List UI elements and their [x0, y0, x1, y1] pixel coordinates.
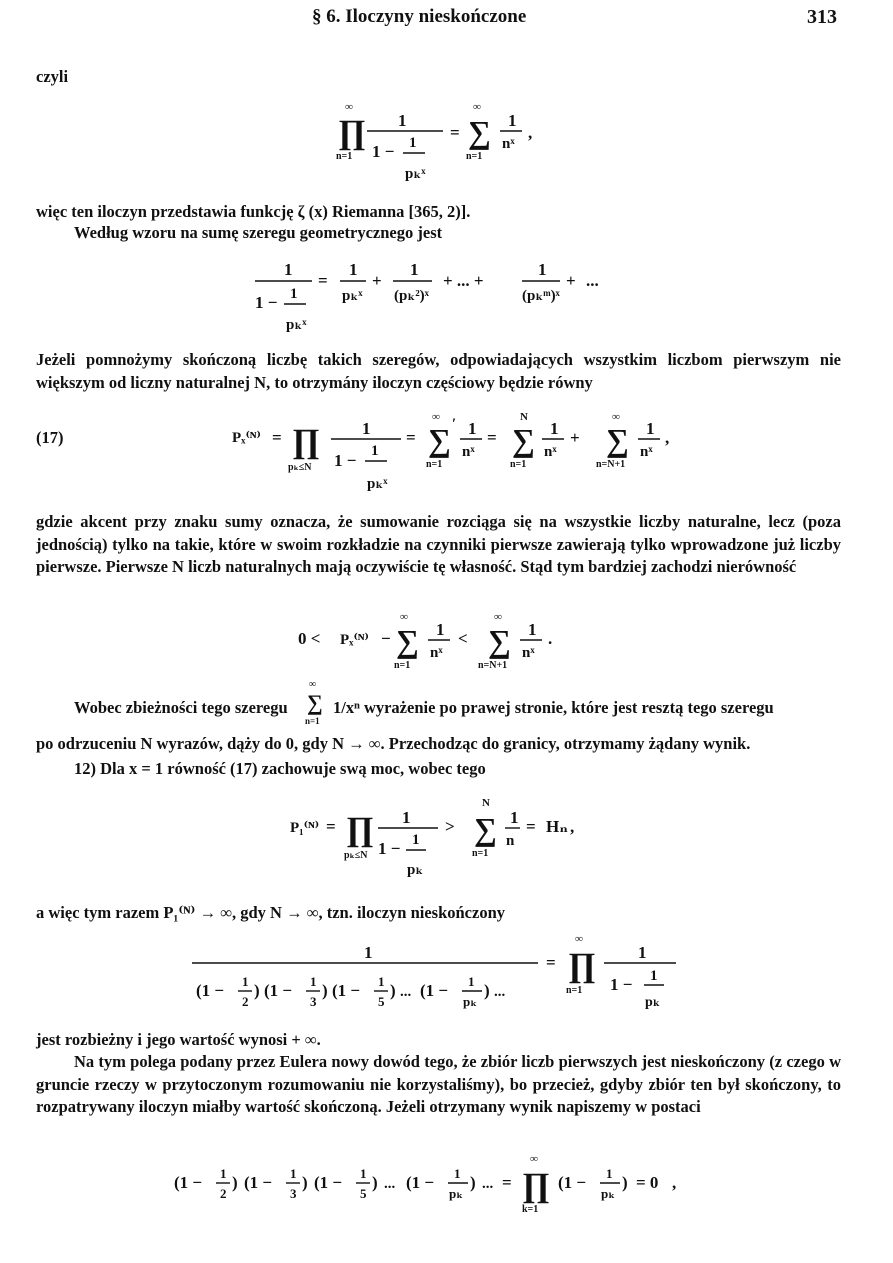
num-1: 1 — [398, 111, 407, 130]
ip-num: 1 — [364, 943, 373, 962]
formula-harmonic — [0, 792, 893, 888]
ineq-sum1-limit: n=1 — [394, 660, 411, 671]
ip-f1-den: 2 — [242, 994, 249, 1009]
ip-f1-close: ) — [254, 981, 260, 1000]
formula-harmonic-svg — [0, 792, 893, 888]
sum1-limit: n=1 — [426, 459, 443, 470]
ineq-period: . — [548, 629, 553, 648]
ip-f2: (1 − — [264, 981, 293, 1000]
eq17-limit-pk: pₖ≤N — [288, 462, 312, 473]
lhs-inner-num: 1 — [290, 286, 298, 302]
term2-num: 1 — [410, 260, 419, 279]
lhs-num-1: 1 — [284, 260, 293, 279]
pz-f3-close: ) — [372, 1173, 378, 1192]
harm-sum-sign: ∑ — [474, 811, 497, 847]
harm-equals-1: = — [326, 817, 336, 836]
sum1-num: 1 — [468, 419, 477, 438]
harm-one-minus: 1 − — [378, 839, 401, 858]
ip-f3: (1 − — [332, 981, 361, 1000]
text-convergence-b: 1/xⁿ wyrażenie po prawej stronie, które jest resztą tego szeregu — [333, 698, 774, 717]
sum-limit-n1: n=1 — [466, 151, 483, 162]
ip-rhs-one-minus: 1 − — [610, 975, 633, 994]
pz-f1-close: ) — [232, 1173, 238, 1192]
sum-sign: ∑ — [468, 114, 491, 150]
ineq-lt: < — [458, 629, 468, 648]
harm-product: ∏ — [346, 811, 374, 848]
pz-f2-num: 1 — [290, 1166, 297, 1181]
pz-f3: (1 − — [314, 1173, 343, 1192]
harm-sum-N: N — [482, 797, 490, 809]
eq17-one-minus: 1 − — [334, 451, 357, 470]
sum3-limit: n=N+1 — [596, 459, 626, 470]
limit-inf: ∞ — [345, 101, 353, 113]
pz-f1-den: 2 — [220, 1186, 227, 1201]
paragraph-divergent: a więc tym razem P₁⁽ᴺ⁾ → ∞, gdy N → ∞, tzn. iloczyn nieskończony — [36, 903, 506, 922]
pz-product: ∏ — [522, 1167, 550, 1204]
pz-prod-inf: ∞ — [530, 1153, 538, 1165]
eq17-comma: , — [665, 428, 670, 447]
ip-rhs-inner-num: 1 — [650, 968, 658, 984]
harm-Hn: Hₙ — [546, 817, 569, 836]
ineq-sum1-num: 1 — [436, 620, 445, 639]
sum2-num: 1 — [550, 419, 559, 438]
paragraph-x-equals-1: 12) Dla x = 1 równość (17) zachowuje swą moc, wobec tego — [74, 759, 486, 778]
pz-dots-2: ... — [482, 1176, 494, 1192]
ineq-minus: − — [381, 629, 391, 648]
ineq-sum2-den: nˣ — [522, 645, 535, 661]
pz-f2-den: 3 — [290, 1186, 297, 1201]
formula-infinite-product — [0, 930, 893, 1022]
sum3-num: 1 — [646, 419, 655, 438]
pk-x: pₖˣ — [405, 166, 426, 182]
inline-sum-sign: ∑ — [307, 690, 323, 715]
pz-f3-num: 1 — [360, 1166, 367, 1181]
ip-dots-2: ... — [494, 984, 506, 1000]
product-sign: ∏ — [338, 114, 366, 151]
eq17-equals-1: = — [272, 428, 282, 447]
ip-f1: (1 − — [196, 981, 225, 1000]
sum-limit-inf: ∞ — [473, 101, 481, 113]
term3-num: 1 — [538, 260, 547, 279]
sum1-sign: ∑ — [428, 422, 451, 458]
harm-pk: pₖ — [407, 862, 424, 878]
pz-fk: (1 − — [406, 1173, 435, 1192]
pz-rhs-num: 1 — [606, 1166, 613, 1181]
eq17-product: ∏ — [292, 423, 320, 460]
paragraph-riemann: więc ten iloczyn przedstawia funkcję ζ (x) Riemanna [365, 2)]. — [36, 202, 471, 221]
paragraph-value-infinity: jest rozbieżny i jego wartość wynosi + ∞. — [36, 1030, 321, 1049]
formula-infinite-product-svg — [0, 930, 893, 1022]
paragraph-partial-product: Jeżeli pomnożymy skończoną liczbę takich szeregów, odpowiadających wszystkim liczbom pierwszym nie większym od liczny naturalnej N, to otrzymány iloczyn częściowy będzie równy — [36, 350, 841, 392]
term1-num: 1 — [349, 260, 358, 279]
text-convergence-a: Wobec zbieżności tego szeregu — [74, 698, 288, 717]
eq17-num: 1 — [362, 419, 371, 438]
paragraph-limit: po odrzuceniu N wyrazów, dąży do 0, gdy N → ∞. Przechodząc do granicy, otrzymamy żądany wynik. — [36, 734, 751, 753]
pz-f3-den: 5 — [360, 1186, 367, 1201]
ineq-zero-lt: 0 < — [298, 629, 321, 648]
harm-sum-limit: n=1 — [472, 848, 489, 859]
harm-P1N: P₁⁽ᴺ⁾ — [290, 820, 320, 836]
ip-f1-num: 1 — [242, 974, 249, 989]
page-number: 313 — [807, 6, 837, 28]
term1-den: pₖˣ — [342, 288, 363, 304]
paragraph-geometric: Według wzoru na sumę szeregu geometrycznego jest — [74, 223, 443, 242]
ip-f2-den: 3 — [310, 994, 317, 1009]
formula-euler-product — [0, 98, 893, 190]
equals: = — [450, 123, 460, 142]
inline-sum-inf: ∞ — [309, 679, 317, 690]
sum3-sign: ∑ — [606, 422, 629, 458]
ip-f2-num: 1 — [310, 974, 317, 989]
ip-f3-den: 5 — [378, 994, 385, 1009]
sum3-inf: ∞ — [612, 411, 620, 423]
running-header-title: § 6. Iloczyny nieskończone — [312, 6, 527, 27]
ip-fk-close: ) — [484, 981, 490, 1000]
term3-den: (pₖᵐ)ˣ — [522, 288, 560, 304]
harm-sum-den: n — [506, 833, 515, 849]
ip-rhs-num: 1 — [638, 943, 647, 962]
formula-geometric-series — [0, 252, 893, 340]
inner-num-1: 1 — [409, 135, 417, 151]
sum1-den: nˣ — [462, 444, 475, 460]
sum1-prime: ′ — [452, 416, 457, 432]
pz-rhs-close: ) — [622, 1173, 628, 1192]
text-czyli: czyli — [36, 67, 69, 86]
eq17-plus: + — [570, 428, 580, 447]
pz-f1: (1 − — [174, 1173, 203, 1192]
ip-f3-close: ) — [390, 981, 396, 1000]
paragraph-accent-explanation: gdzie akcent przy znaku sumy oznacza, że sumowanie rozciąga się na wszystkie liczby naturalne, lecz (poza jednością) tylko na takie, które w swoim rozkładzie na czynniki pierwsze zawierają tylko wprowadzone już liczby pierwsze. Pierwsze N liczb naturalnych mają oczywiście tę własność. Stąd tym bardziej zachodzi nierówność — [36, 512, 841, 576]
ineq-sum1-den: nˣ — [430, 645, 443, 661]
ip-f2-close: ) — [322, 981, 328, 1000]
pz-fk-close: ) — [470, 1173, 476, 1192]
lhs-pk-x: pₖˣ — [286, 317, 307, 333]
ip-dots-1: ... — [400, 984, 412, 1000]
sum2-den: nˣ — [544, 444, 557, 460]
formula-euler-product-svg — [0, 98, 893, 190]
ip-prod-limit: n=1 — [566, 985, 583, 996]
ineq-sum2-inf: ∞ — [494, 611, 502, 623]
ineq-sum1-sign: ∑ — [396, 623, 419, 659]
pz-prod-limit: k=1 — [522, 1204, 539, 1215]
formula-product-zero — [0, 1150, 893, 1240]
formula-inequality — [0, 606, 893, 672]
harm-comma: , — [570, 817, 575, 836]
formula-product-zero-svg — [0, 1150, 893, 1240]
sum2-limit: n=1 — [510, 459, 527, 470]
eq17-equals-3: = — [487, 428, 497, 447]
plus-dots: + ... + — [443, 271, 484, 290]
sum2-sign: ∑ — [512, 422, 535, 458]
plus-2: + — [566, 271, 576, 290]
eq17-pk-x: pₖˣ — [367, 476, 388, 492]
formula-17-svg — [0, 406, 893, 504]
eq17-equals-2: = — [406, 428, 416, 447]
sum-num-1: 1 — [508, 111, 517, 130]
harm-equals-2: = — [526, 817, 536, 836]
sum2-N: N — [520, 411, 528, 423]
plus-1: + — [372, 271, 382, 290]
pz-comma: , — [672, 1173, 677, 1192]
limit-n1: n=1 — [336, 151, 353, 162]
pz-f2-close: ) — [302, 1173, 308, 1192]
PxN: Pₓ⁽ᴺ⁾ — [232, 430, 261, 446]
sum1-inf: ∞ — [432, 411, 440, 423]
pz-equals: = — [502, 1173, 512, 1192]
equation-number-17: (17) — [36, 428, 64, 447]
pz-f1-num: 1 — [220, 1166, 227, 1181]
formula-inequality-svg — [0, 606, 893, 672]
pz-fk-den: pₖ — [449, 1186, 464, 1201]
term2-den: (pₖ²)ˣ — [394, 288, 429, 304]
ineq-sum2-num: 1 — [528, 620, 537, 639]
ip-fk: (1 − — [420, 981, 449, 1000]
ineq-sum1-inf: ∞ — [400, 611, 408, 623]
ip-rhs-pk: pₖ — [645, 995, 661, 1010]
harm-gt: > — [445, 817, 455, 836]
inline-sum-limit: n=1 — [305, 716, 320, 726]
harm-sum-num: 1 — [510, 808, 519, 827]
trailing-dots: ... — [586, 271, 599, 290]
pz-rhs: (1 − — [558, 1173, 587, 1192]
comma: , — [528, 123, 533, 142]
lhs-one-minus: 1 − — [255, 293, 278, 312]
ip-product: ∏ — [568, 947, 596, 984]
ip-f3-num: 1 — [378, 974, 385, 989]
n-x: nˣ — [502, 136, 515, 152]
ip-prod-inf: ∞ — [575, 933, 583, 945]
harm-num: 1 — [402, 808, 411, 827]
sum3-den: nˣ — [640, 444, 653, 460]
paragraph-euler-proof: Na tym polega podany przez Eulera nowy dowód tego, że zbiór liczb pierwszych jest nieskończony (z czego w gruncie rzeczy w przytoczonym rozumowaniu nie korzystaliśmy), bo przecież, gdyby zbiór ten był skończony, to rozpatrywany iloczyn miałby wartość skończoną. Jeżeli otrzymany wynik napiszemy w postaci — [36, 1052, 841, 1116]
pz-rhs-den: pₖ — [601, 1186, 616, 1201]
pz-f2: (1 − — [244, 1173, 273, 1192]
pz-fk-num: 1 — [454, 1166, 461, 1181]
one-minus: 1 − — [372, 142, 395, 161]
pz-zero: = 0 — [636, 1173, 659, 1192]
ip-equals: = — [546, 953, 556, 972]
harm-inner-num: 1 — [412, 832, 420, 848]
ineq-PxN: Pₓ⁽ᴺ⁾ — [340, 632, 369, 648]
pz-dots-1: ... — [384, 1176, 396, 1192]
ip-fk-num: 1 — [468, 974, 475, 989]
harm-limit-pk: pₖ≤N — [344, 850, 368, 861]
ineq-sum2-limit: n=N+1 — [478, 660, 508, 671]
formula-17 — [0, 406, 893, 504]
ineq-sum2-sign: ∑ — [488, 623, 511, 659]
formula-geometric-series-svg — [0, 252, 893, 340]
eq17-inner-num: 1 — [371, 443, 379, 459]
ip-fk-den: pₖ — [463, 994, 478, 1009]
equals-1: = — [318, 271, 328, 290]
